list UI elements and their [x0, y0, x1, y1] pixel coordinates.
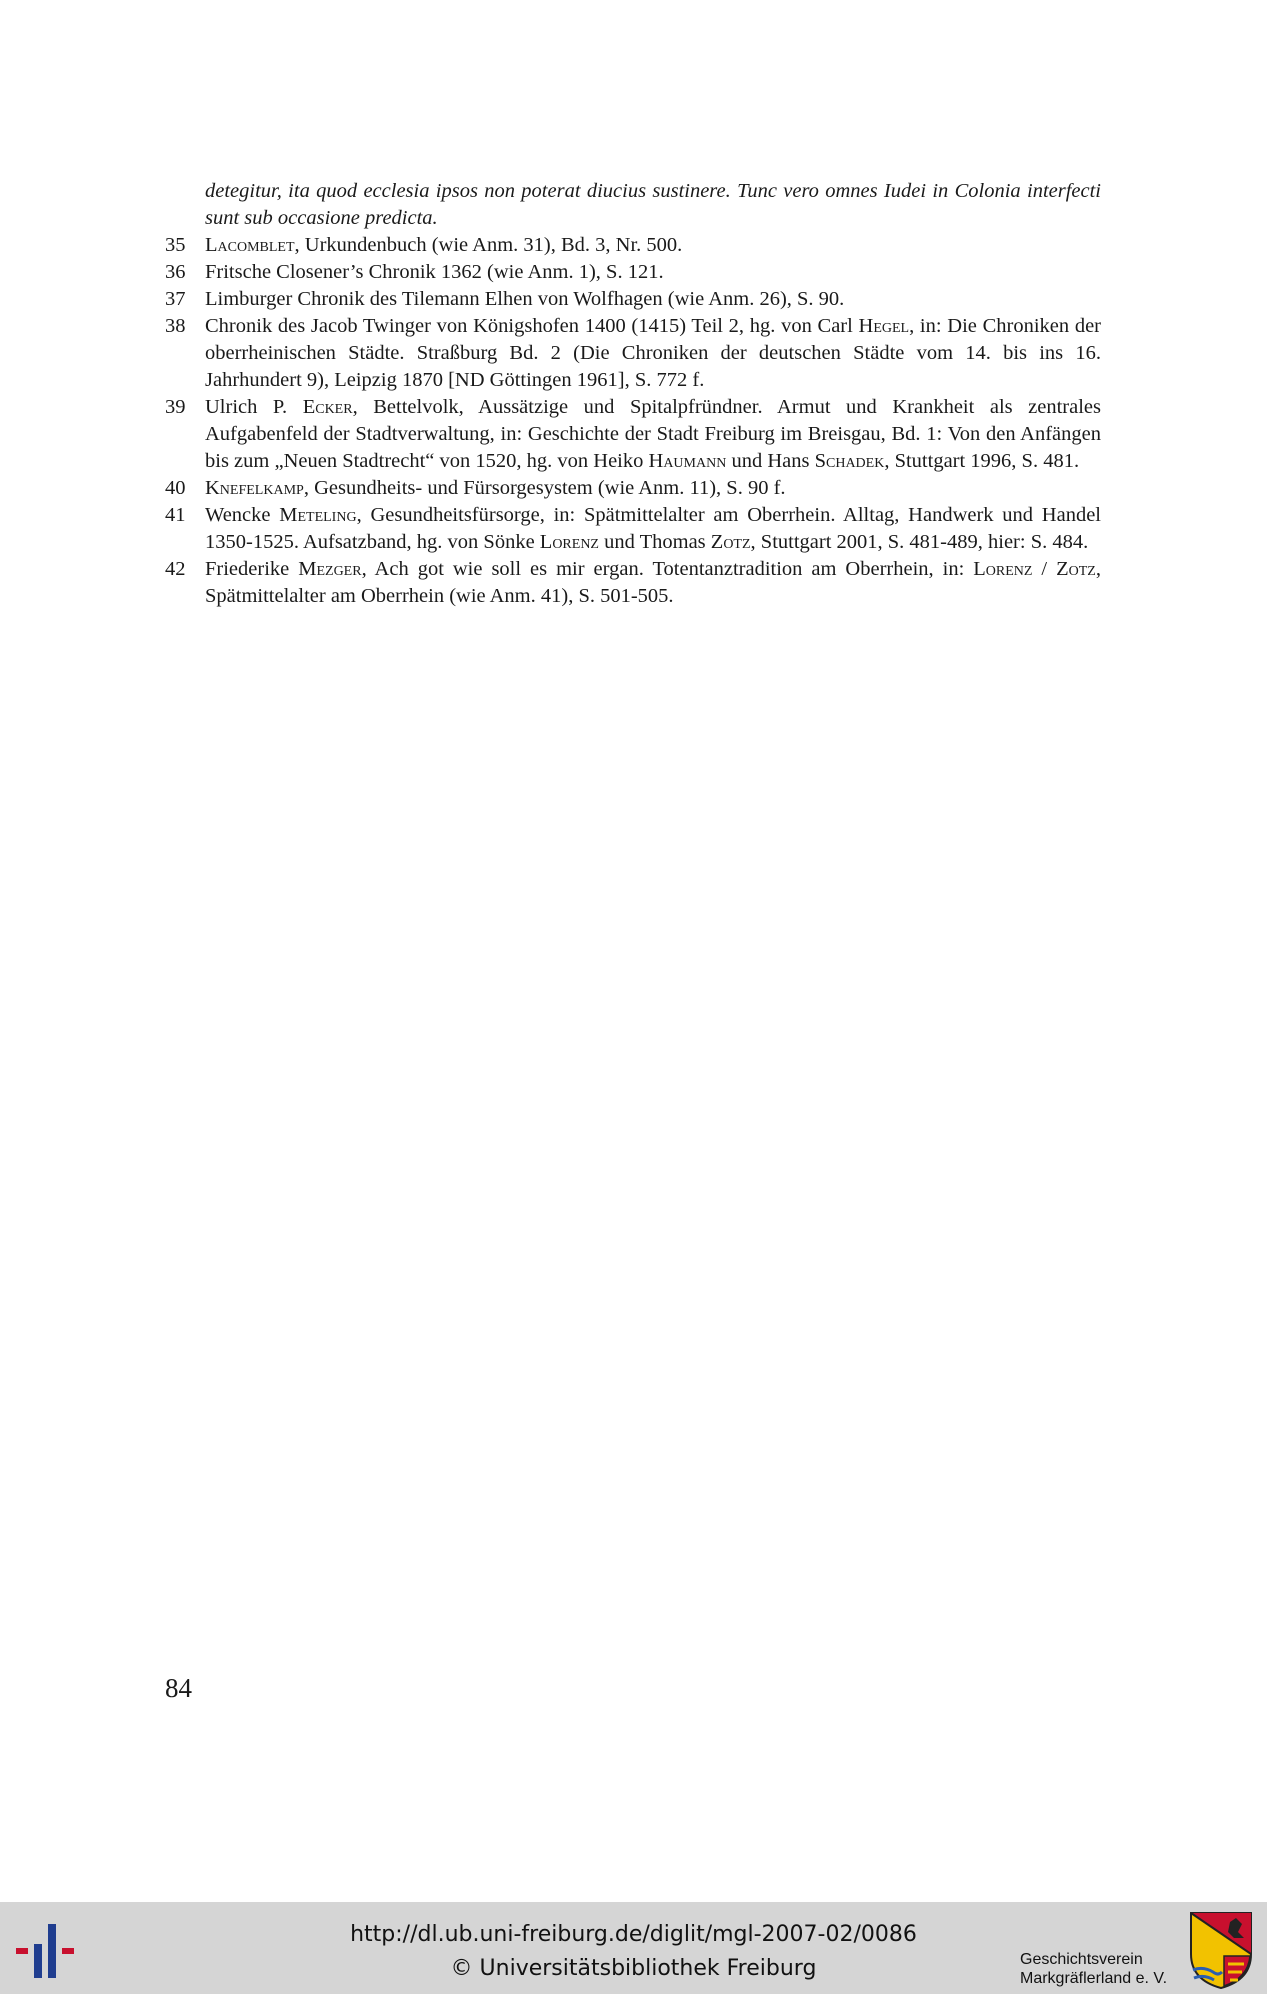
- footnote-text-part: , Stuttgart 2001, S. 481-489, hier: S. 484.: [750, 531, 1089, 553]
- footnote-41: [165, 502, 1101, 556]
- footnote-42: [165, 556, 1101, 610]
- footnote-number: 35: [165, 234, 186, 256]
- footnote-text-part: und Hans: [726, 450, 815, 472]
- society-name-line1: Geschichtsverein: [1020, 1951, 1143, 1968]
- footnote-text-part: Ulrich P.: [205, 396, 303, 418]
- footnote-text-part: /: [1032, 558, 1057, 580]
- footnote-text: [205, 558, 1101, 607]
- footnote-text-part: , Gesundheitsfürsorge, in: Spätmittelalter am Oberrhein. Alltag, Handwerk und Handel 1350-1525. Aufsatzband, hg. von Sönke: [205, 504, 1101, 553]
- author-name: Meteling: [279, 504, 357, 526]
- footnote-37: [165, 286, 1101, 313]
- author-name: Mezger: [298, 558, 362, 580]
- footnote-number: 40: [165, 477, 186, 499]
- footnote-38: [165, 313, 1101, 394]
- footnote-39: [165, 394, 1101, 475]
- footnote-number: 36: [165, 261, 186, 283]
- author-name: Lorenz: [973, 558, 1033, 580]
- footnote-text: [205, 234, 682, 256]
- footer-bar: [0, 1902, 1267, 1994]
- footnote-text: [205, 288, 844, 310]
- author-name: Zotz: [710, 531, 751, 553]
- source-url-link[interactable]: http://dl.ub.uni-freiburg.de/diglit/mgl-2007-02/0086: [350, 1922, 917, 1947]
- footnote-text-part: Limburger Chronik des Tilemann Elhen von Wolfhagen (wie Anm. 26), S. 90.: [205, 288, 845, 310]
- author-name: Knefelkamp: [205, 477, 304, 499]
- author-name: Schadek: [814, 450, 885, 472]
- footnote-text-part: , Gesundheits- und Fürsorgesystem (wie Anm. 11), S. 90 f.: [303, 477, 786, 499]
- footnote-text-part: und Thomas: [598, 531, 711, 553]
- footnote-40: [165, 475, 1101, 502]
- footnote-number: 38: [165, 315, 186, 337]
- society-name: [1020, 1950, 1167, 1988]
- footnote-text-part: , Spätmittelalter am Oberrhein (wie Anm. 41), S. 501-505.: [205, 558, 1101, 607]
- footnote-text-part: Wencke: [205, 504, 280, 526]
- society-name-line2: Markgräflerland e. V.: [1020, 1970, 1168, 1987]
- author-name: Lacomblet: [205, 234, 295, 256]
- coat-of-arms-icon: [1188, 1910, 1254, 1990]
- footnote-text: [205, 477, 786, 499]
- author-name: Ecker: [302, 396, 353, 418]
- footnote-text-part: Chronik des Jacob Twinger von Königshofen 1400 (1415) Teil 2, hg. von Carl: [205, 315, 859, 337]
- footnote-text-part: , in: Die Chroniken der oberrheinischen Städte. Straßburg Bd. 2 (Die Chroniken der deutschen Städte vom 14. bis ins 16. Jahrhundert 9), Leipzig 1870 [ND Göttingen 1961], S. 772 f.: [205, 315, 1101, 391]
- footnote-text: [205, 504, 1101, 553]
- footnote-text-part: , Bettelvolk, Aussätzige und Spitalpfründner. Armut und Krankheit als zentrales Aufgabenfeld der Stadtverwaltung, in: Geschichte der Stadt Freiburg im Breisgau, Bd. 1: Von den Anfängen bis zum „Neuen Stadtrecht“ von 1520, hg. von Heiko: [205, 396, 1102, 472]
- author-name: Haumann: [648, 450, 727, 472]
- footnote-text-part: , Ach got wie soll es mir ergan. Totentanztradition am Oberrhein, in:: [361, 558, 974, 580]
- footnote-continuation: detegitur, ita quod ecclesia ipsos non poterat diucius sustinere. Tunc vero omnes Iudei in Colonia interfecti sunt sub occasione predicta.: [205, 180, 1101, 229]
- footnote-number: 42: [165, 558, 186, 580]
- footnote-text: [205, 396, 1101, 472]
- footnote-text: [205, 261, 664, 283]
- copyright-text: © Universitätsbibliothek Freiburg: [450, 1956, 817, 1981]
- footnote-list: [165, 232, 1101, 610]
- footnote-text: [205, 315, 1101, 391]
- footnote-text-part: Fritsche Closener’s Chronik 1362 (wie Anm. 1), S. 121.: [205, 261, 664, 283]
- footnote-number: 37: [165, 288, 186, 310]
- footnote-36: [165, 259, 1101, 286]
- footnote-number: 41: [165, 504, 186, 526]
- footnotes: [165, 178, 1101, 610]
- footnote-number: 39: [165, 396, 186, 418]
- footnote-text-part: , Stuttgart 1996, S. 481.: [884, 450, 1080, 472]
- footnote-text-part: Friederike: [205, 558, 299, 580]
- author-name: Lorenz: [539, 531, 599, 553]
- footnote-text-part: , Urkundenbuch (wie Anm. 31), Bd. 3, Nr. 500.: [294, 234, 683, 256]
- author-name: Hegel: [858, 315, 910, 337]
- author-name: Zotz: [1056, 558, 1096, 580]
- page-number: 84: [165, 1673, 192, 1703]
- footnote-35: [165, 232, 1101, 259]
